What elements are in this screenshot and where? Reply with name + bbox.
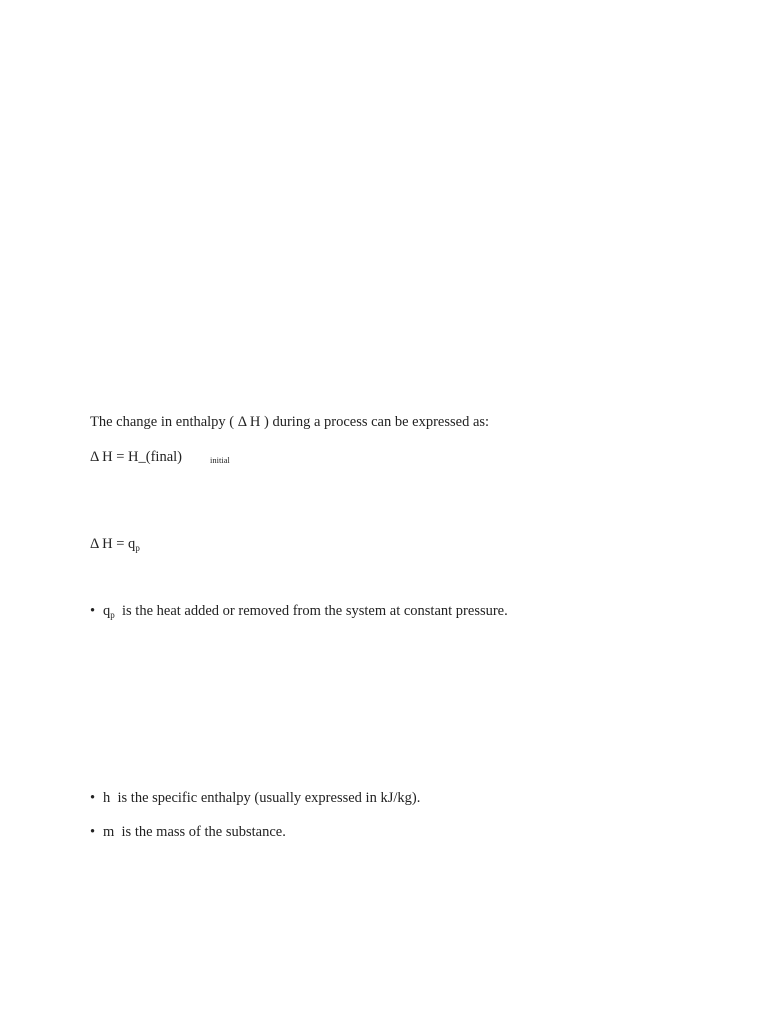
equation-enthalpy-difference bbox=[90, 448, 182, 466]
symbol: m bbox=[103, 824, 115, 840]
list-item-text: is the specific enthalpy (usually expressed in kJ/kg). bbox=[117, 790, 421, 806]
equation-subscript: p bbox=[135, 543, 140, 553]
list-item-text: is the heat added or removed from the system at constant pressure. bbox=[122, 603, 508, 619]
equation-heat-pressure bbox=[90, 535, 140, 557]
equation-lhs: Δ H = q bbox=[90, 536, 136, 552]
bullet-marker: • bbox=[90, 790, 96, 806]
intro-sentence: The change in enthalpy ( Δ H ) during a process can be expressed as: bbox=[90, 414, 490, 430]
bullet-marker: • bbox=[90, 603, 96, 619]
symbol: h bbox=[103, 790, 111, 806]
symbol-subscript: p bbox=[110, 610, 115, 620]
equation-text: Δ H = H_(final) bbox=[90, 449, 182, 465]
symbol: q bbox=[103, 603, 111, 619]
bullet-marker: • bbox=[90, 824, 96, 840]
intro-text bbox=[90, 413, 489, 431]
list-item bbox=[90, 789, 420, 807]
list-item bbox=[90, 823, 286, 841]
list-item bbox=[90, 602, 508, 624]
equation-subscript-fragment: initial bbox=[210, 455, 230, 465]
list-item-text: is the mass of the substance. bbox=[121, 824, 286, 840]
